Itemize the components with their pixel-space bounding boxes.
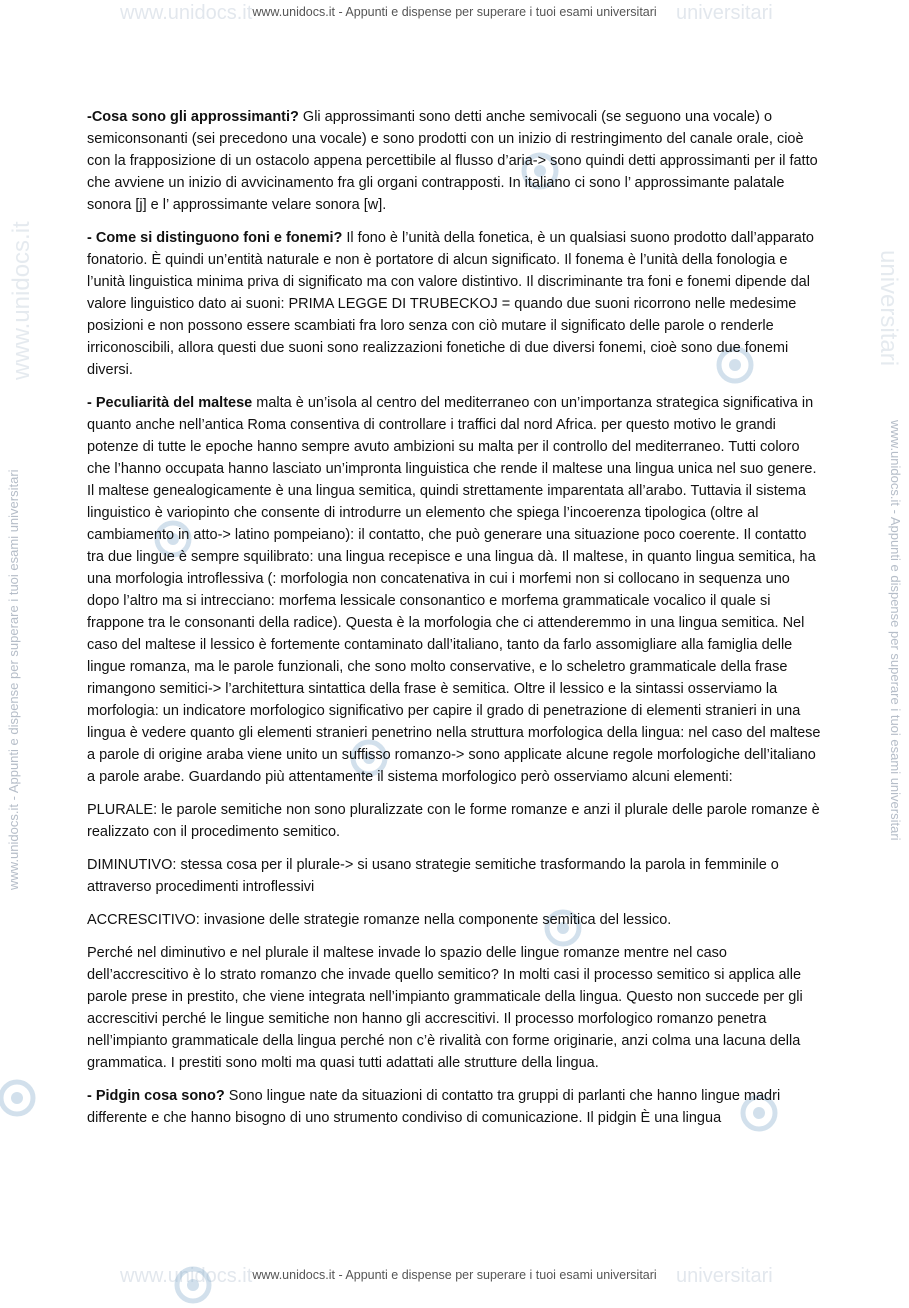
- watermark-faint-top-tail: universitari: [676, 2, 773, 24]
- watermark-faint-left: www.unidocs.it: [8, 221, 35, 380]
- paragraph-accrescitivo: ACCRESCITIVO: invasione delle strategie romanze nella componente semitica del lessico.: [87, 912, 672, 928]
- paragraph-spiegazione: Perché nel diminutivo e nel plurale il maltese invade lo spazio delle lingue romanze mentre nel caso dell’accrescitivo è lo strato romanzo che invade quello semitico? In molti casi il processo semitico si applica alle parole prese in prestito, che viene integrata nell’impianto grammaticale della lingua. Questo non succede per gli accrescitivi perché le lingue semitiche non hanno gli accrescitivi. Il processo morfologico romanzo penetra nell’impianto grammaticale della lingua perché non c’è rivalità con forme originarie, anzi colma una lacuna della grammatica. I prestiti sono molti ma quasi tutti adattati alle strutture della lingua.: [87, 945, 803, 1071]
- paragraph-text: Sono lingue nate da situazioni di contatto tra gruppi di parlanti che hanno lingue madri differente e che hanno bisogno di uno strumento condiviso di comunicazione. Il pidgin È una lingua: [87, 1088, 781, 1126]
- watermark-logo-icon: [170, 1262, 216, 1308]
- watermark-side-left: www.unidocs.it - Appunti e dispense per superare i tuoi esami universitari: [6, 469, 21, 890]
- paragraph-text: Il fono è l’unità della fonetica, è un qualsiasi suono prodotto dall’apparato fonatorio. È quindi un’entità naturale e non è portatore di alcun significato. Il fonema è l’unità della fonologia e l’unità linguistica minima priva di significato ma con valore distintivo. Il discriminante tra foni e fonemi dipende dal valore linguistico dato ai suoni: PRIMA LEGGE DI TRUBECKOJ = quando due suoni ricorrono nelle medesime posizioni e non possono essere scambiati fra loro senza con ciò mutare il significato delle parole o renderle irriconoscibili, allora questi due suoni sono realizzazioni fonetiche di due diversi fonemi, cioè sono due fonemi diversi.: [87, 230, 814, 378]
- question-heading: - Come si distinguono foni e fonemi?: [87, 230, 343, 246]
- watermark-footer: www.unidocs.it - Appunti e dispense per superare i tuoi esami universitari: [252, 1268, 657, 1282]
- document-body: [87, 106, 825, 1140]
- watermark-faint-top: www.unidocs.it: [120, 2, 253, 24]
- watermark-side-right: www.unidocs.it - Appunti e dispense per superare i tuoi esami universitari: [888, 420, 903, 841]
- watermark-logo-icon: [0, 1075, 40, 1121]
- question-heading: -Cosa sono gli approssimanti?: [87, 109, 299, 125]
- watermark-faint-bottom-tail: universitari: [676, 1265, 773, 1287]
- watermark-faint-bottom: www.unidocs.it: [120, 1265, 253, 1287]
- paragraph-maltese: [87, 392, 825, 788]
- question-heading: - Peculiarità del maltese: [87, 395, 253, 411]
- question-heading: - Pidgin cosa sono?: [87, 1088, 225, 1104]
- paragraph-text: malta è un’isola al centro del mediterraneo con un’importanza strategica significativa in quanto anche nell’antica Roma consentiva di controllare i traffici dal nord Africa. per questo motivo le grandi potenze di tutte le epoche hanno sempre avuto ambizioni su malta per il controllo del mediterraneo. Tutti coloro che l’hanno occupata hanno lasciato un’impronta linguistica che rende il maltese una lingua unica nel suo genere. Il maltese genealogicamente è una lingua semitica, quindi strettamente imparentata all’arabo. Tuttavia il sistema linguistico è variopinto che consente di introdurre un elemento che spiega l’incoerenza tipologica (oltre al cambiamento in atto-> latino pompeiano): il contatto, che può generare una situazione poco coerente. Il contatto tra due lingue è sempre squilibrato: una lingua recepisce e una lingua dà. Il maltese, in quanto lingua semitica, ha una morfologia introflessiva (: morfologia non concatenativa in cui i morfemi non si collocano in sequenza uno dopo l’altro ma si intrecciano: morfema lessicale consonantico e morfema grammaticale vocalico il quale si frappone tra le consonanti della radice). Questa è la morfologia che ci attenderemmo in una lingua semitica. Nel caso del maltese il lessico è fortemente contaminato dall’italiano, tanto da farlo assomigliare alla famiglia delle lingue romanza, ma le parole funzionali, che sono molto conservative, e lo scheletro grammaticale della frase rimangono semitici-> l’architettura sintattica della frase è semitica. Oltre il lessico e la sintassi osserviamo la morfologia: un indicatore morfologico significativo per capire il grado di penetrazione di elementi stranieri in una lingua è vedere quanto gli elementi stranieri penetrino nella struttura morfologica della lingua: nel caso del maltese a parole di origine araba viene unito un suffisso romanzo-> sono applicate alcune regole morfologiche dell’italiano a parole arabe. Guardando più attentamente il sistema morfologico però osserviamo alcuni elementi:: [87, 395, 821, 785]
- paragraph-foni-fonemi: [87, 227, 825, 381]
- watermark-header: www.unidocs.it - Appunti e dispense per superare i tuoi esami universitari: [252, 5, 657, 19]
- paragraph-pidgin: [87, 1085, 825, 1129]
- paragraph-approssimanti: [87, 106, 825, 216]
- paragraph-plurale: PLURALE: le parole semitiche non sono pluralizzate con le forme romanze e anzi il plurale delle parole romanze è realizzato con il procedimento semitico.: [87, 802, 820, 840]
- paragraph-diminutivo: DIMINUTIVO: stessa cosa per il plurale-> si usano strategie semitiche trasformando la parola in femminile o attraverso procedimenti introflessivi: [87, 857, 779, 895]
- watermark-faint-right: universitari: [875, 250, 902, 367]
- paragraph-text: Gli approssimanti sono detti anche semivocali (se seguono una vocale) o semiconsonanti (sei precedono una vocale) e sono prodotti con un inizio di restringimento del canale orale, cioè con la frapposizione di un ostacolo appena percettibile al flusso d’aria-> sono quindi detti approssimanti per il fatto che avviene un inizio di avvicinamento fra gli organi contrapposti. In italiano ci sono l’ approssimante palatale sonora [j] e l’ approssimante velare sonora [w].: [87, 109, 818, 213]
